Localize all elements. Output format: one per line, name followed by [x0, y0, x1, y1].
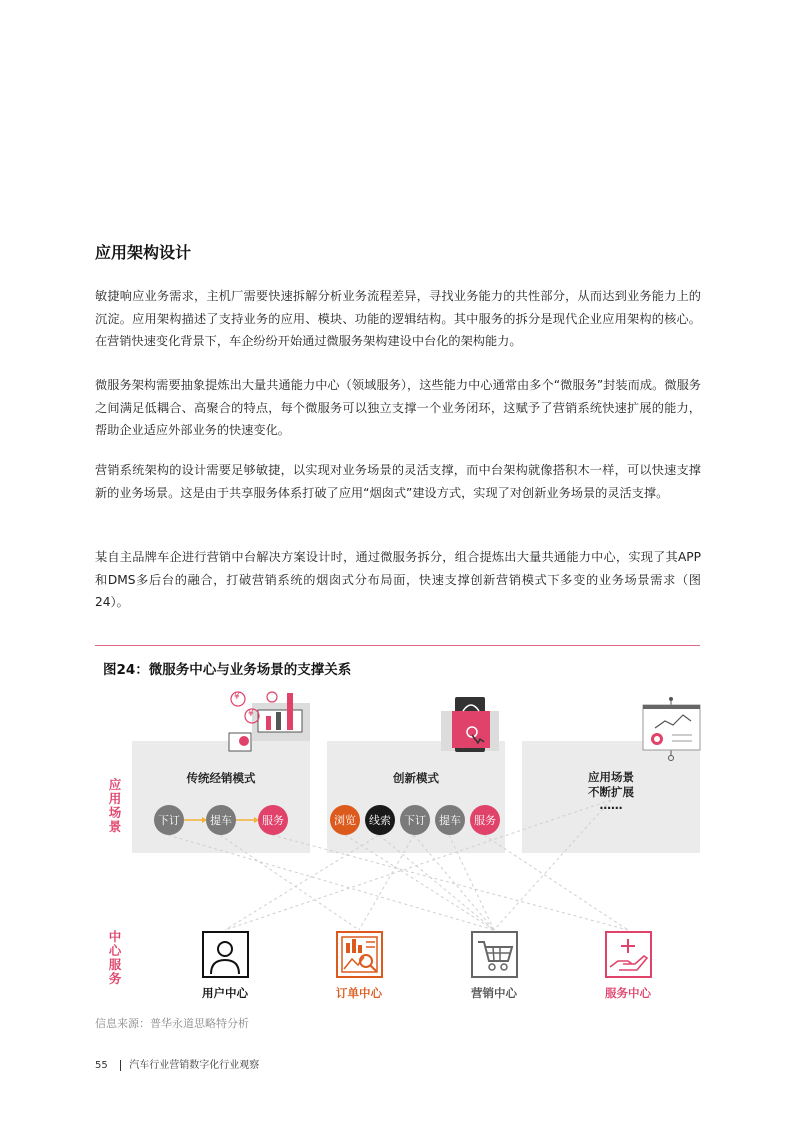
service-center-label: 服务中心	[605, 986, 651, 1000]
paragraph-3: 营销系统架构的设计需要足够敏捷，以实现对业务场景的灵活支撑，而中台架构就像搭积木一样，可以快速支撑新的业务场景。这是由于共享服务体系打破了应用“烟囱式”建设方式，实现了对创新业务场景的灵活支撑。	[95, 463, 701, 500]
page-number: 55	[95, 1060, 108, 1071]
center-vertical-label: 中心服务	[108, 929, 122, 986]
paragraph-1: 敏捷响应业务需求，主机厂需要快速拆解分析业务流程差异，寻找业务能力的共性部分，从而达到业务能力上的沉淀。应用架构描述了支持业务的应用、模块、功能的逻辑结构。其中服务的拆分是现代企业应用架构的核心。在营销快速变化背景下，车企纷纷开始通过微服务架构建设中台化的架构能力。	[95, 289, 701, 348]
user-icon	[204, 933, 247, 976]
step-service: 服务	[258, 805, 288, 835]
marketing-center-box	[471, 931, 518, 978]
footer-separator	[120, 1060, 122, 1071]
service-hand-icon	[607, 933, 650, 976]
step-service: 服务	[470, 805, 500, 835]
order-center-label: 订单中心	[336, 986, 382, 1000]
section-heading: 应用架构设计	[95, 243, 192, 262]
order-icon	[338, 933, 381, 976]
dealer-store-icon	[229, 692, 310, 751]
step-pickup: 提车	[206, 805, 236, 835]
step-lead: 线索	[365, 805, 395, 835]
step-order: 下订	[154, 805, 184, 835]
service-center-box	[605, 931, 652, 978]
step-browse: 浏览	[330, 805, 360, 835]
mobile-shopping-icon	[441, 697, 499, 752]
presentation-board-icon	[643, 697, 700, 761]
order-center-box	[336, 931, 383, 978]
scenario-title-more-line2: 不断扩展	[588, 785, 634, 799]
step-order: 下订	[400, 805, 430, 835]
scenario-title-more-line1: 应用场景	[588, 770, 634, 784]
figure-source: 信息来源：普华永道思略特分析	[95, 1017, 249, 1030]
scenario-vertical-label: 应用场景	[108, 777, 122, 834]
scenario-more-dots: ……	[599, 798, 623, 812]
paragraph-2: 微服务架构需要抽象提炼出大量共通能力中心（领域服务），这些能力中心通常由多个“微服务”封装而成。微服务之间满足低耦合、高聚合的特点，每个微服务可以独立支撑一个业务闭环，这赋予了营销系统快速扩展的能力，帮助企业适应外部业务的快速变化。	[95, 378, 701, 437]
marketing-center-label: 营销中心	[471, 986, 517, 1000]
scenario-title-traditional: 传统经销模式	[186, 771, 256, 785]
user-center-box	[202, 931, 249, 978]
step-pickup: 提车	[435, 805, 465, 835]
yen-label-1: ¥	[234, 692, 240, 702]
page-footer	[95, 1056, 259, 1071]
figure-title: 图24：微服务中心与业务场景的支撑关系	[103, 662, 352, 678]
yen-label-2: ¥	[248, 709, 254, 719]
paragraph-4: 某自主品牌车企进行营销中台解决方案设计时，通过微服务拆分，组合提炼出大量共通能力中心，实现了其APP和DMS多后台的融合，打破营销系统的烟囱式分布局面，快速支撑创新营销模式下多变的业务场景需求（图24）。	[95, 550, 701, 609]
report-title: 汽车行业营销数字化行业观察	[129, 1060, 260, 1071]
shopping-cart-icon	[473, 933, 516, 976]
scenario-title-innovation: 创新模式	[393, 771, 439, 785]
user-center-label: 用户中心	[202, 986, 248, 1000]
